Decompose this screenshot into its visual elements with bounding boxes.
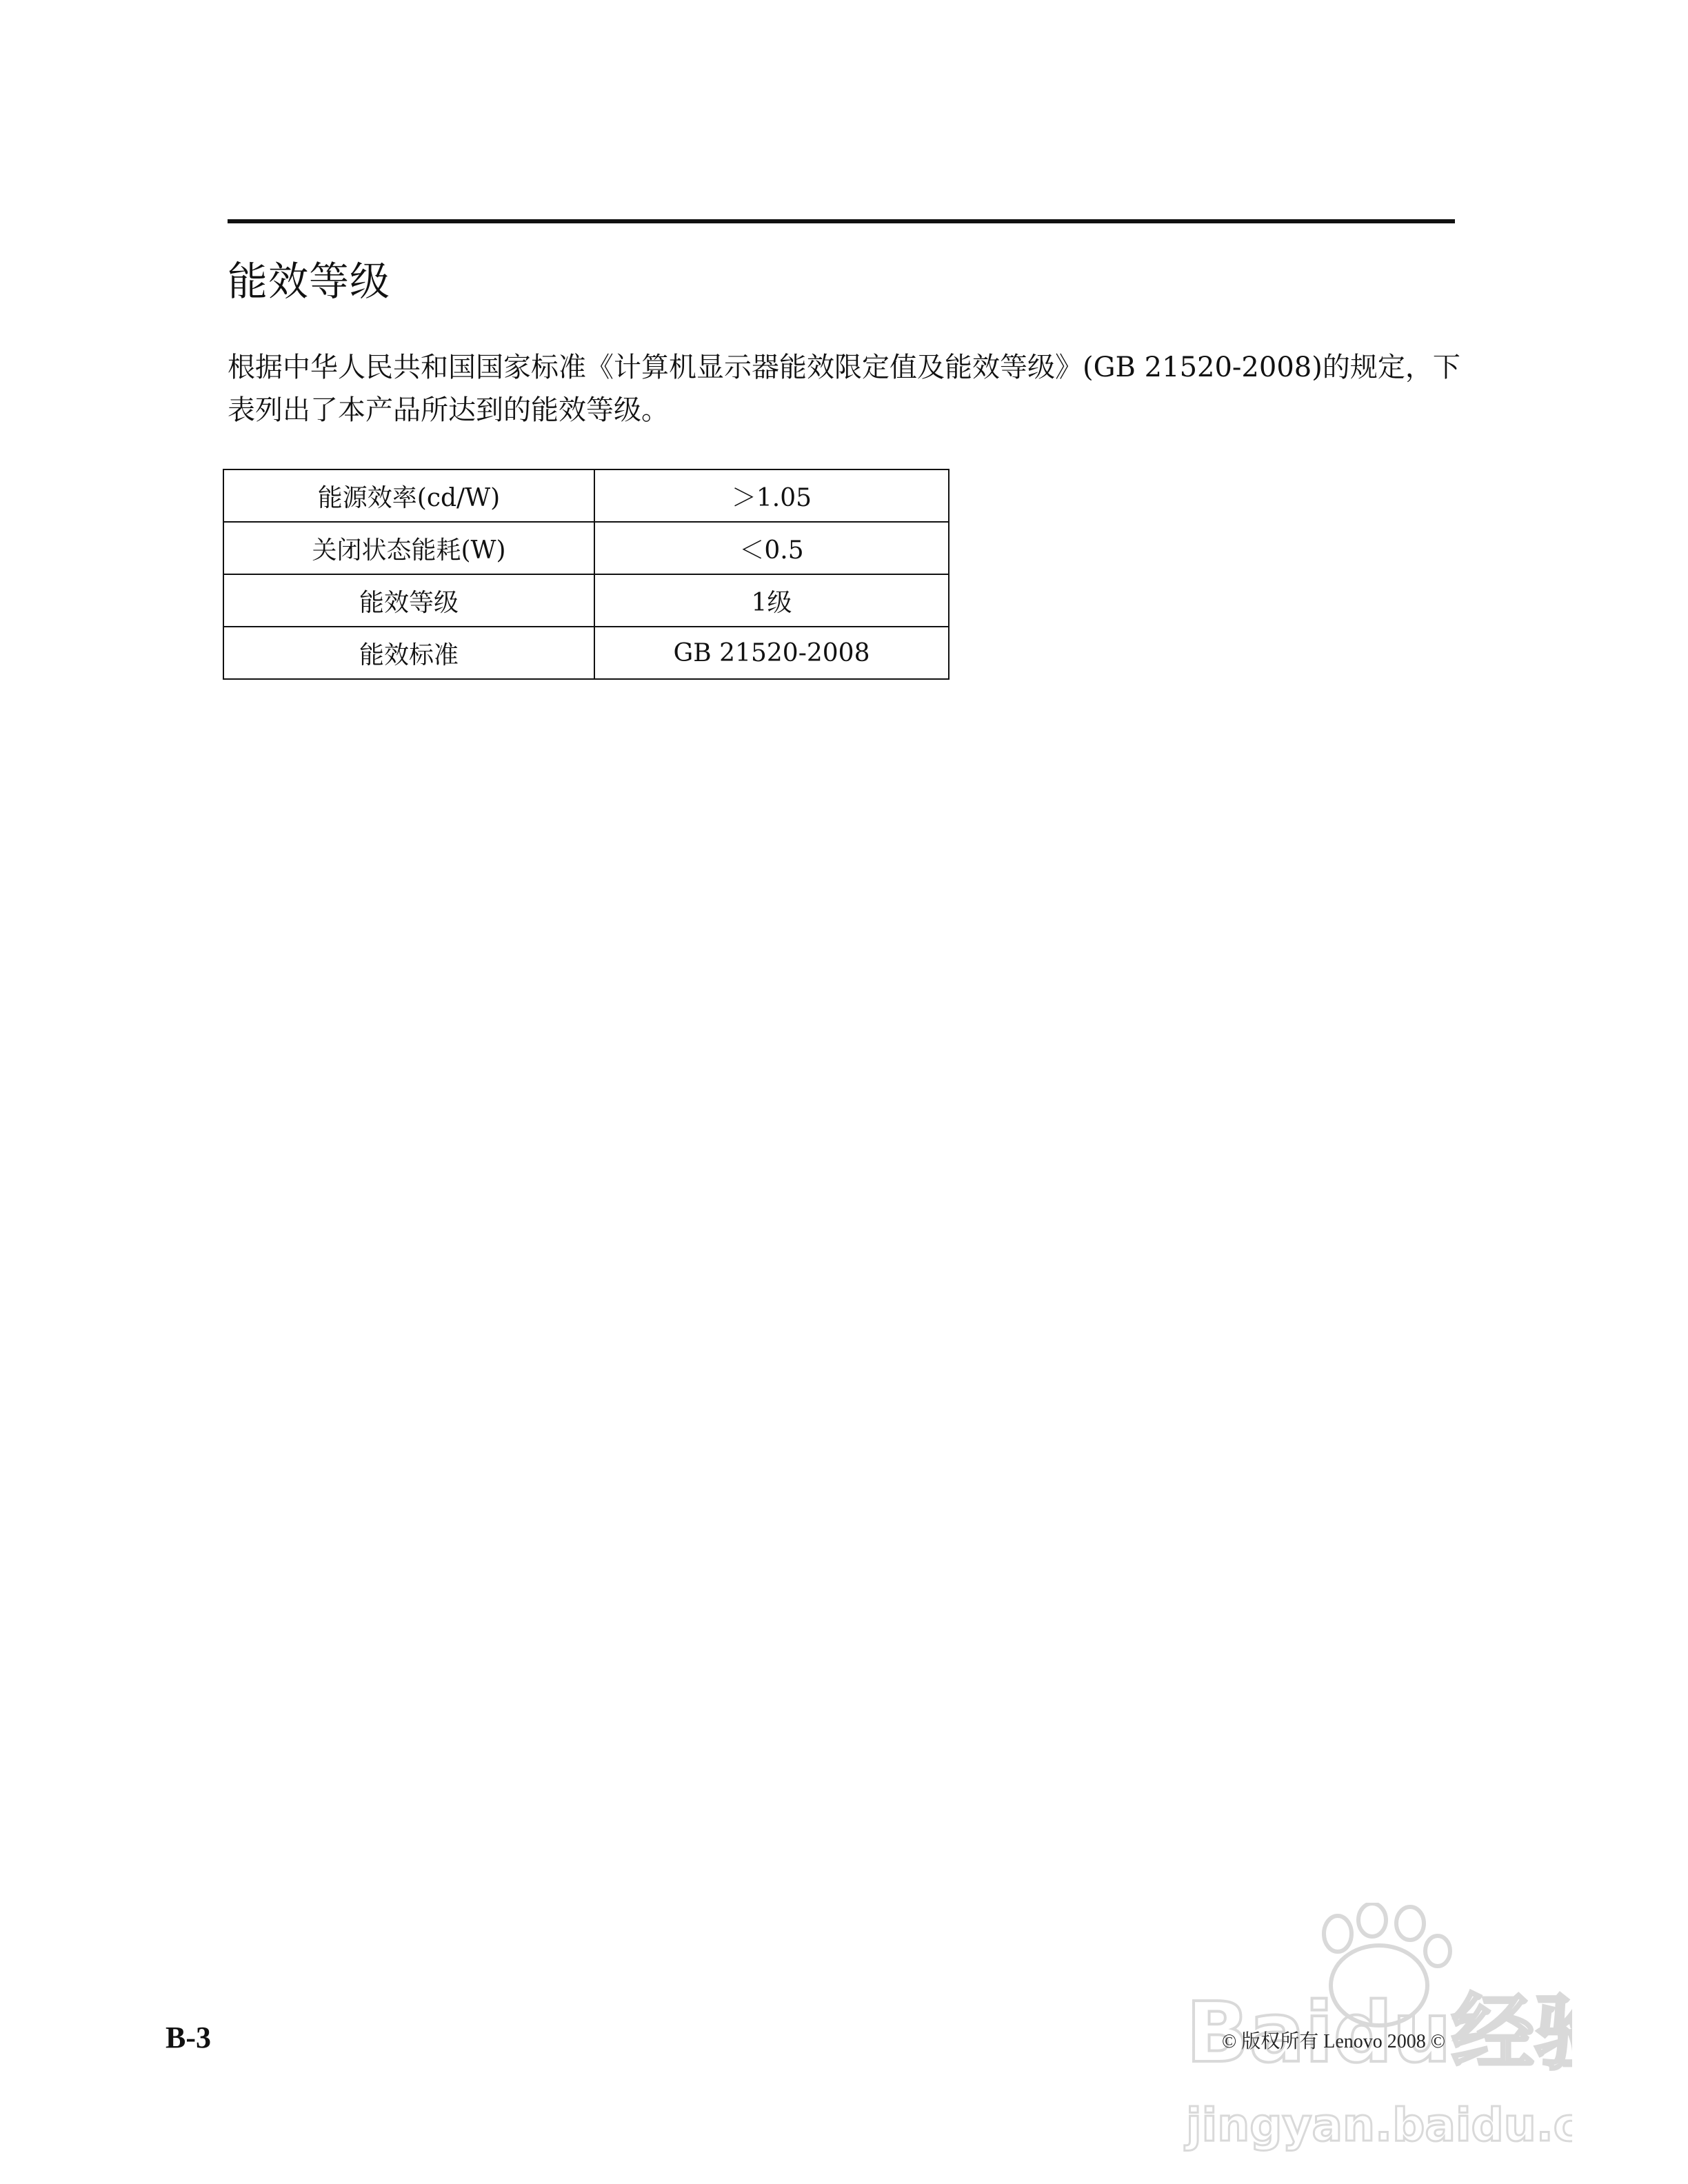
baidu-watermark [1172,1903,1572,2165]
row-label: 关闭状态能耗(W) [223,522,594,574]
row-value: 1级 [594,574,949,627]
watermark-brand: Baidu经 [1186,1985,1534,2081]
table-row [223,627,949,679]
watermark-url: jingyan.baidu.c [1186,2099,1572,2152]
table-row [223,522,949,574]
row-label: 能效标准 [223,627,594,679]
section-title: 能效等级 [228,258,391,305]
page-number: B-3 [165,2021,211,2054]
row-label: 能源效率(cd/W) [223,469,594,522]
energy-spec-table [223,469,950,680]
baidu-paw-logo-icon [1172,1903,1572,2165]
row-value: ＜0.5 [594,522,949,574]
intro-paragraph: 根据中华人民共和国国家标准《计算机显示器能效限定值及能效等级》(GB 21520-2008)的规定，下表列出了本产品所达到的能效等级。 [228,352,1460,426]
row-label: 能效等级 [223,574,594,627]
row-value: ＞1.05 [594,469,949,522]
row-value: GB 21520-2008 [594,627,949,679]
table-row [223,574,949,627]
copyright-notice: © 版权所有 Lenovo 2008 © [1222,2031,1446,2052]
table-row [223,469,949,522]
top-rule [228,219,1455,223]
